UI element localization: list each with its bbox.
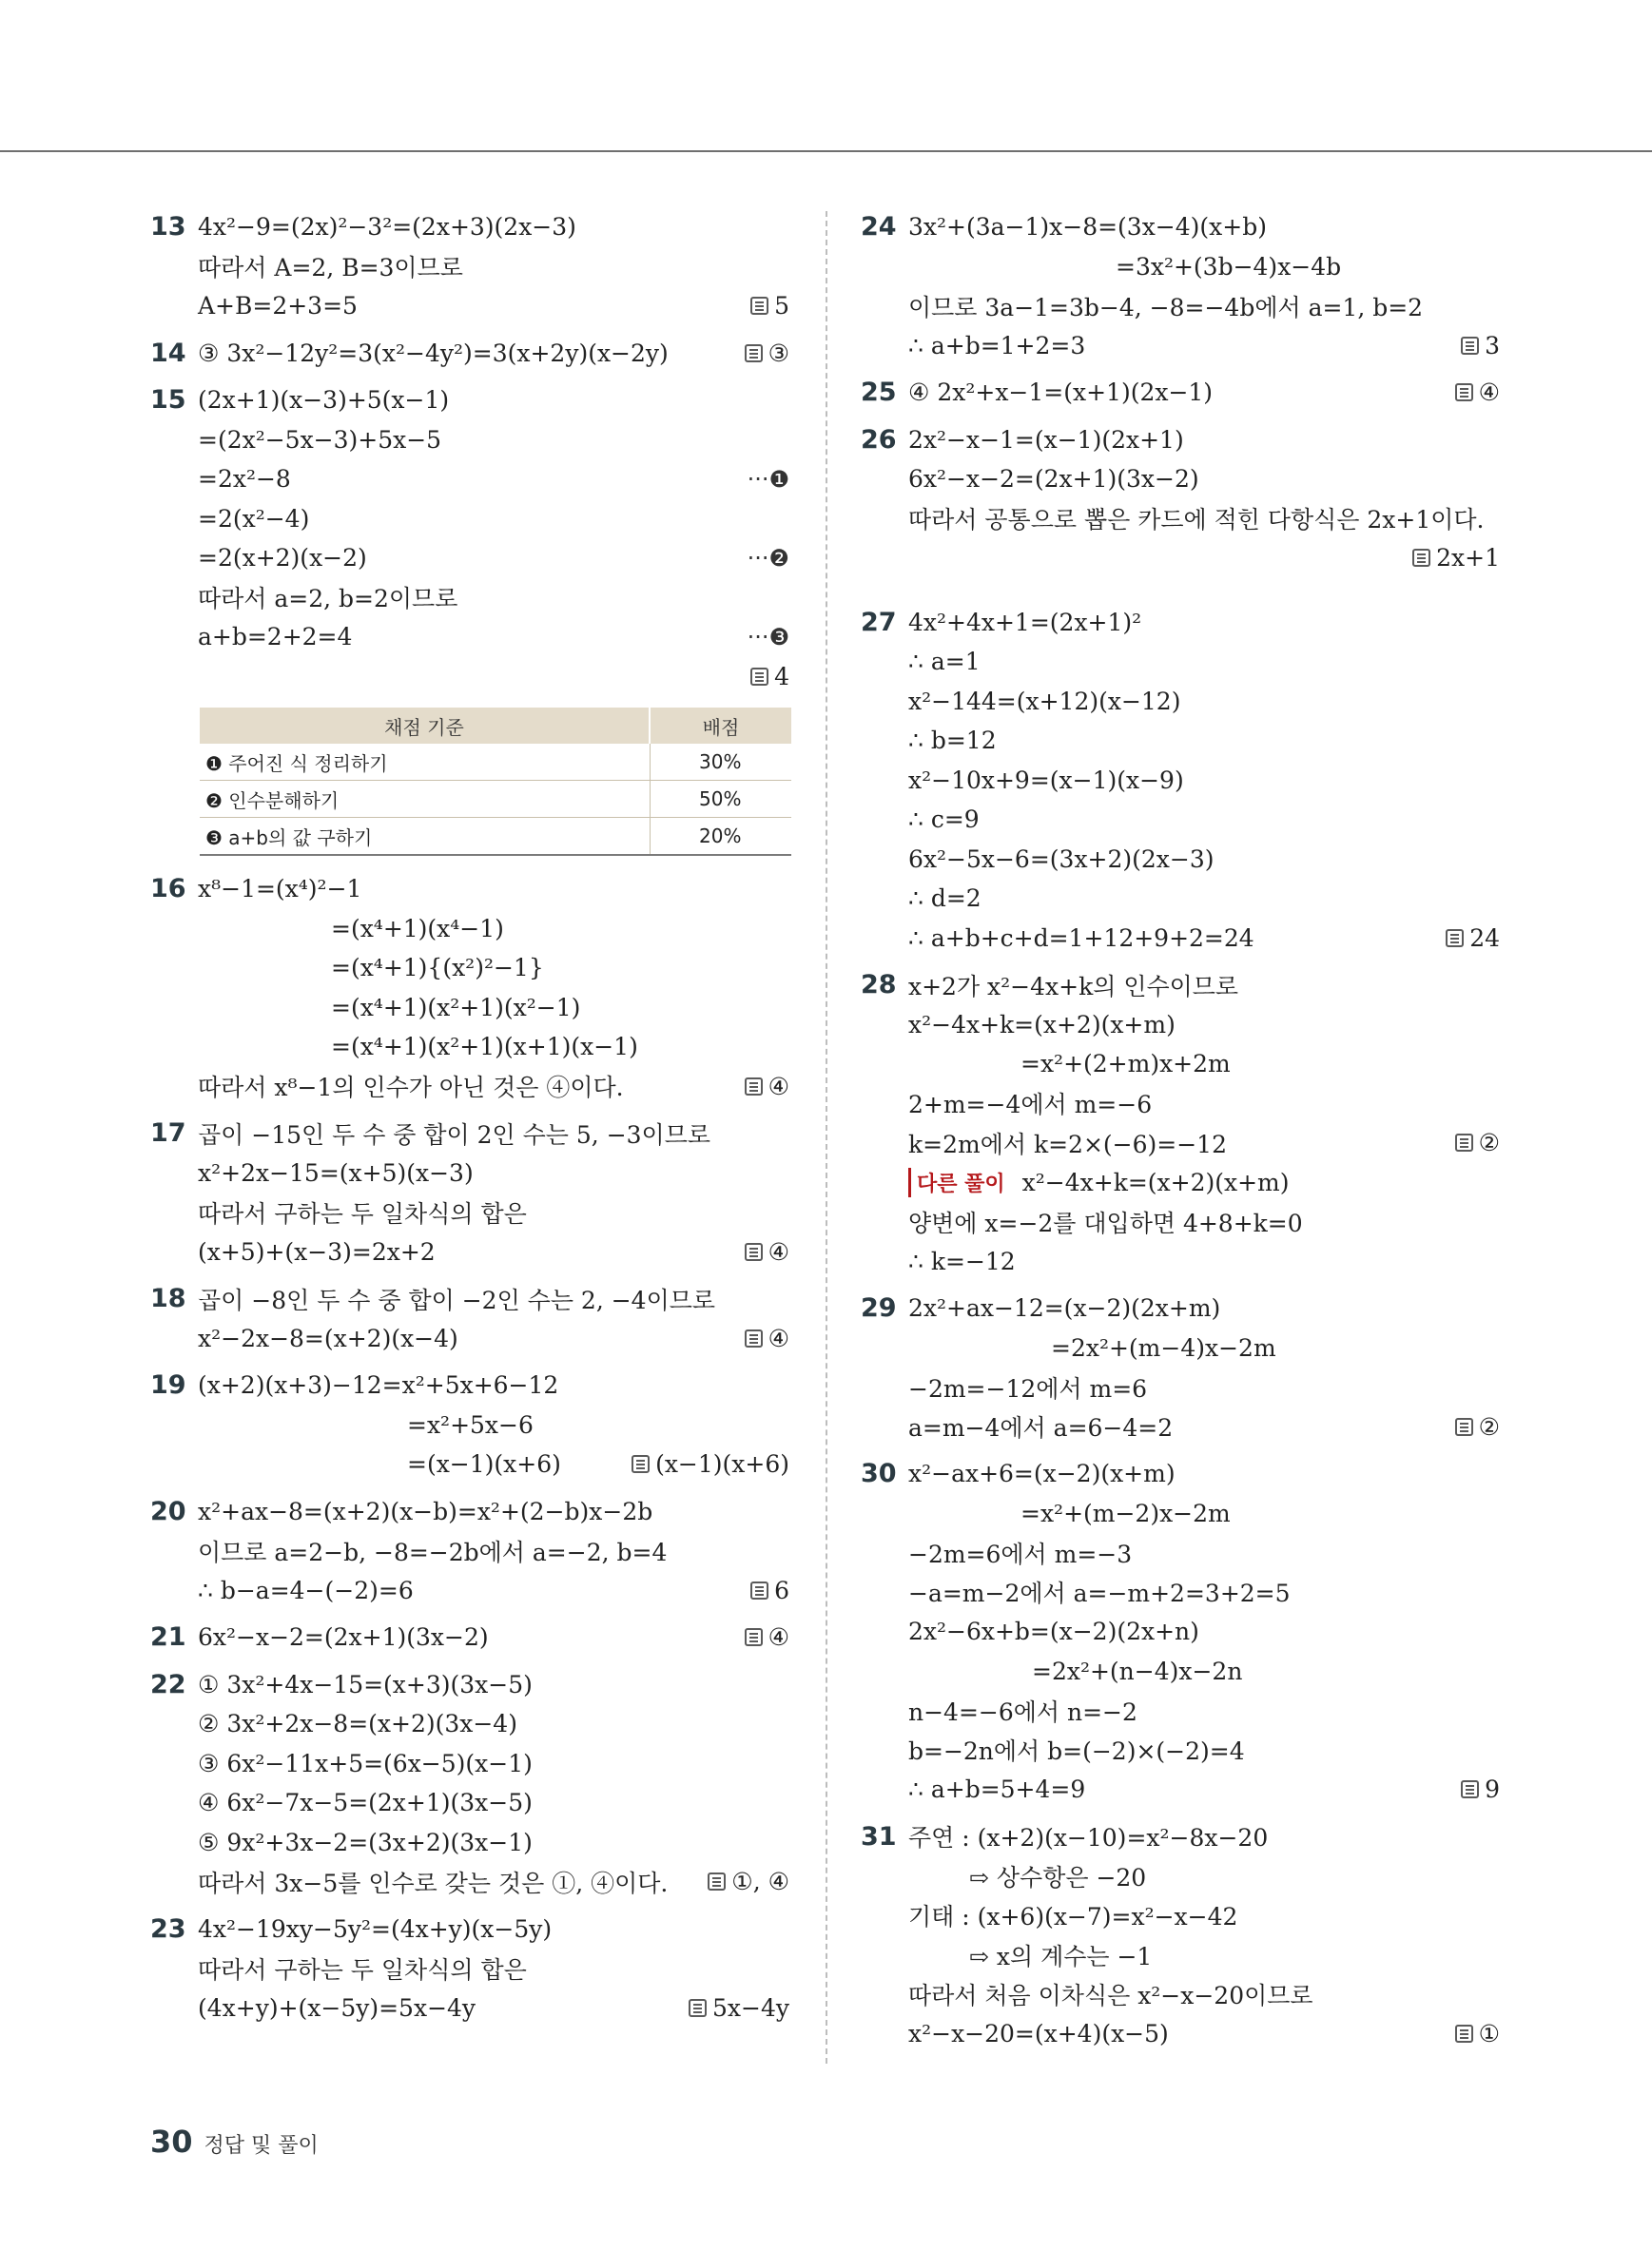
solution-line: x²−ax+6=(x−2)(x+m) [908,1460,1176,1488]
solution-line: 따라서 x⁸−1의 인수가 아닌 것은 ④이다. [198,1074,624,1102]
answer-icon [1455,1134,1473,1152]
top-rule [0,150,1652,152]
answer-value: ④ [768,1623,789,1652]
solution-line: =2x²+(m−4)x−2m [1051,1333,1276,1362]
page-number: 30 [150,2124,193,2160]
answer-icon [745,1329,763,1348]
answer-value: 5 [774,292,789,320]
problem-number: 29 [861,1293,897,1323]
answer-icon [745,344,763,362]
answer-icon [750,1582,768,1600]
table-row [200,744,791,781]
solution-line: 따라서 구하는 두 일차식의 합은 [198,1955,527,1984]
solution-line: 이므로 a=2−b, −8=−2b에서 a=−2, b=4 [198,1538,668,1566]
problem-25 [861,373,1500,413]
problem-number: 28 [861,970,897,999]
page-footer [150,2124,319,2160]
solution-line: (x+5)+(x−3)=2x+2 [198,1237,436,1266]
solution-line: ⇨ 상수항은 −20 [969,1863,1147,1892]
solution-line: x²−4x+k=(x+2)(x+m) [908,1010,1176,1038]
solution-line: 따라서 처음 이차식은 x²−x−20이므로 [908,1982,1313,2010]
solution-line: =x²+(2+m)x+2m [1020,1050,1231,1078]
problem-22 [150,1665,789,1902]
step-marker: ···❶ [747,465,789,493]
grading-header-points: 배점 [650,708,791,744]
answer [1455,1413,1500,1441]
problem-number: 15 [150,385,186,415]
problem-27 [861,603,1500,959]
answer [1461,1776,1500,1803]
problem-28 [861,965,1500,1281]
solution-line: b=−2n에서 b=(−2)×(−2)=4 [908,1737,1245,1766]
solution-line: ① 3x²+4x−15=(x+3)(3x−5) [198,1670,533,1698]
solution-line: ④ 2x²+x−1=(x+1)(2x−1) [908,378,1214,407]
answer-icon [1455,2025,1473,2043]
answer [1455,2020,1500,2047]
solution-line: (2x+1)(x−3)+5(x−1) [198,386,450,415]
answer [1455,1129,1500,1156]
problem-number: 20 [150,1496,186,1526]
problem-number: 31 [861,1821,897,1852]
solution-line: =2x²+(n−4)x−2n [1032,1657,1243,1685]
solution-line: =x²+5x−6 [407,1410,534,1439]
answer-value: ③ [768,339,789,367]
solution-line: =(x−1)(x+6) [407,1450,561,1479]
solution-line: 6x²−x−2=(2x+1)(3x−2) [198,1623,489,1652]
solution-line: 2+m=−4에서 m=−6 [908,1091,1153,1119]
column-divider [826,211,827,2064]
solution-line: x²+2x−15=(x+5)(x−3) [198,1158,474,1187]
answer-value: (x−1)(x+6) [655,1450,789,1479]
problem-13 [150,207,789,326]
solution-line: 3x²+(3a−1)x−8=(3x−4)(x+b) [908,213,1267,242]
answer [745,340,789,367]
step-marker: ···❷ [747,544,789,572]
answer-icon [750,668,768,686]
solution-line: 주연 : (x+2)(x−10)=x²−8x−20 [908,1824,1269,1853]
answer [745,1238,789,1266]
solution-line: 4x²−9=(2x)²−3²=(2x+3)(2x−3) [198,213,576,242]
problem-number: 25 [861,378,897,407]
solution-line: ∴ b−a=4−(−2)=6 [198,1576,414,1604]
answer-icon [745,1628,763,1646]
solution-line: ∴ k=−12 [908,1247,1016,1275]
answer [750,292,789,320]
footer-label: 정답 및 풀이 [204,2134,319,2158]
solution-line: a+b=2+2=4 [198,623,353,651]
problem-number: 24 [861,212,897,242]
solution-line: =2x²−8 [198,465,291,494]
right-column [861,207,1500,2054]
solution-line: 이므로 3a−1=3b−4, −8=−4b에서 a=1, b=2 [908,293,1424,321]
answer [1446,924,1500,952]
answer-value: 9 [1485,1776,1500,1804]
solution-line: A+B=2+3=5 [198,292,358,320]
answer [632,1450,789,1478]
solution-line: 곱이 −15인 두 수 중 합이 2인 수는 5, −3이므로 [198,1120,710,1149]
solution-line: x²−4x+k=(x+2)(x+m) [1021,1168,1290,1196]
solution-line: =2(x²−4) [198,504,310,533]
solution-line: (x+2)(x+3)−12=x²+5x+6−12 [198,1371,559,1400]
answer [708,1868,789,1895]
answer-value: ① [1478,2020,1500,2048]
grading-criterion: ❶ 주어진 식 정리하기 [200,744,650,781]
problem-23 [150,1910,789,2028]
problem-number: 30 [861,1459,897,1488]
problem-18 [150,1279,789,1358]
solution-line: x⁸−1=(x⁴)²−1 [198,875,362,903]
solution-line: 2x²−6x+b=(x−2)(2x+n) [908,1618,1199,1646]
answer-value: 6 [774,1576,789,1604]
solution-line: 따라서 구하는 두 일차식의 합은 [198,1199,527,1228]
problem-31 [861,1817,1500,2054]
answer [745,1073,789,1100]
problem-16 [150,869,789,1106]
solution-line: =x²+(m−2)x−2m [1020,1499,1231,1527]
problem-number: 23 [150,1913,186,1944]
table-row [200,818,791,856]
solution-line: =(x⁴+1)(x²+1)(x²−1) [331,993,581,1021]
solution-line: k=2m에서 k=2×(−6)=−12 [908,1130,1227,1158]
grading-points: 30% [650,744,791,781]
grading-table [200,708,791,856]
problem-number: 14 [150,338,186,368]
grading-points: 50% [650,781,791,818]
problem-17 [150,1114,789,1271]
answer-icon [1412,549,1430,567]
solution-line: =2(x+2)(x−2) [198,544,367,572]
answer [689,1994,789,2022]
answer-value: ④ [1478,378,1500,407]
answer-value: ④ [768,1324,789,1352]
solution-line: ∴ d=2 [908,884,981,913]
problem-number: 27 [861,607,897,637]
answer [1461,332,1500,359]
grading-header-criteria: 채점 기준 [200,708,650,744]
answer-value: 4 [774,662,789,690]
answer [745,1623,789,1651]
solution-line: ③ 3x²−12y²=3(x²−4y²)=3(x+2y)(x−2y) [198,339,669,367]
solution-line: 곱이 −8인 두 수 중 합이 −2인 수는 2, −4이므로 [198,1286,716,1314]
answer-icon [632,1455,650,1473]
solution-line: ⇨ x의 계수는 −1 [969,1942,1153,1970]
solution-line: 따라서 A=2, B=3이므로 [198,254,463,282]
grading-criterion: ❸ a+b의 값 구하기 [200,818,650,856]
solution-line: =3x²+(3b−4)x−4b [1116,252,1342,281]
solution-line: (4x+y)+(x−5y)=5x−4y [198,1993,476,2022]
solution-line: 4x²+4x+1=(2x+1)² [908,608,1142,636]
solution-line: 4x²−19xy−5y²=(4x+y)(x−5y) [198,1914,553,1943]
answer-value: ② [1478,1129,1500,1157]
answer [750,1577,789,1604]
answer-value: ①, ④ [731,1868,789,1896]
solution-line: −2m=6에서 m=−3 [908,1540,1133,1568]
problem-14 [150,334,789,374]
answer [1412,544,1500,572]
answer-icon [750,297,768,315]
solution-line: 2x²+ax−12=(x−2)(2x+m) [908,1294,1221,1323]
solution-line: x+2가 x²−4x+k의 인수이므로 [908,972,1239,1000]
solution-line: 따라서 공통으로 뽑은 카드에 적힌 다항식은 2x+1이다. [908,506,1485,534]
answer [1455,378,1500,406]
solution-line: x²−144=(x+12)(x−12) [908,687,1181,715]
answer-icon [1455,383,1473,401]
solution-line: ∴ c=9 [908,805,980,834]
answer [750,663,789,690]
solution-line: 기태 : (x+6)(x−7)=x²−x−42 [908,1903,1238,1931]
solution-line: ④ 6x²−7x−5=(2x+1)(3x−5) [198,1789,533,1817]
grading-points: 20% [650,818,791,856]
answer-icon [1455,1418,1473,1436]
problem-number: 22 [150,1669,186,1699]
step-marker: ···❸ [747,623,789,650]
solution-line: 따라서 3x−5를 인수로 갖는 것은 ①, ④이다. [198,1869,669,1897]
answer-value: ② [1478,1412,1500,1441]
problem-number: 17 [150,1118,186,1148]
answer-value: ④ [768,1072,789,1100]
solution-line: −2m=−12에서 m=6 [908,1374,1148,1403]
left-column [150,207,789,2028]
answer-icon [1461,1780,1479,1798]
problem-number: 13 [150,212,186,242]
solution-line: ∴ b=12 [908,727,997,755]
solution-line: 따라서 a=2, b=2이므로 [198,585,458,613]
answer-value: ④ [768,1237,789,1266]
answer-icon [745,1077,763,1096]
problem-21 [150,1618,789,1658]
problem-19 [150,1366,789,1484]
answer-icon [708,1873,726,1891]
solution-line: ∴ a+b=5+4=9 [908,1776,1086,1804]
solution-line: x²−x−20=(x+4)(x−5) [908,2020,1169,2048]
problem-24 [861,207,1500,365]
answer-value: 2x+1 [1436,544,1500,572]
table-row [200,781,791,818]
problem-number: 19 [150,1370,186,1400]
solution-line: x²−10x+9=(x−1)(x−9) [908,766,1184,794]
solution-line: ⑤ 9x²+3x−2=(3x+2)(3x−1) [198,1828,533,1856]
problem-30 [861,1454,1500,1810]
solution-line: ③ 6x²−11x+5=(6x−5)(x−1) [198,1749,533,1777]
solution-line: ∴ a+b=1+2=3 [908,331,1086,359]
solution-line: 양변에 x=−2를 대입하면 4+8+k=0 [908,1209,1303,1237]
answer-value: 5x−4y [712,1993,789,2022]
solution-line: ∴ a+b+c+d=1+12+9+2=24 [908,923,1254,952]
solution-line: n−4=−6에서 n=−2 [908,1698,1137,1726]
solution-line: ② 3x²+2x−8=(x+2)(3x−4) [198,1710,517,1738]
alternative-solution-tag: 다른 풀이 [908,1168,1011,1197]
answer-icon [1446,929,1464,947]
answer-icon [1461,337,1479,355]
problem-number: 21 [150,1622,186,1652]
grading-criterion: ❷ 인수분해하기 [200,781,650,818]
solution-line: =(x⁴+1)(x⁴−1) [331,914,504,942]
solution-line: −a=m−2에서 a=−m+2=3+2=5 [908,1580,1291,1608]
answer-value: 24 [1469,923,1500,952]
solution-line: x²+ax−8=(x+2)(x−b)=x²+(2−b)x−2b [198,1497,653,1525]
problem-29 [861,1289,1500,1446]
answer-value: 3 [1485,331,1500,359]
answer-icon [745,1243,763,1261]
problem-number: 16 [150,874,186,903]
problem-26 [861,420,1500,578]
problem-15 [150,380,789,696]
solution-line: 2x²−x−1=(x−1)(2x+1) [908,425,1184,454]
problem-20 [150,1492,789,1611]
answer-icon [689,1999,707,2017]
solution-line: =(2x²−5x−3)+5x−5 [198,425,442,454]
answer [745,1325,789,1352]
solution-line: x²−2x−8=(x+2)(x−4) [198,1324,458,1352]
problem-number: 26 [861,424,897,455]
solution-line: ∴ a=1 [908,648,981,676]
problem-number: 18 [150,1284,186,1313]
solution-line: =(x⁴+1){(x²)²−1} [331,954,544,982]
solution-line: 6x²−5x−6=(3x+2)(2x−3) [908,844,1215,873]
solution-line: 6x²−x−2=(2x+1)(3x−2) [908,465,1199,494]
solution-line: a=m−4에서 a=6−4=2 [908,1414,1174,1443]
solution-line: =(x⁴+1)(x²+1)(x+1)(x−1) [331,1033,638,1061]
